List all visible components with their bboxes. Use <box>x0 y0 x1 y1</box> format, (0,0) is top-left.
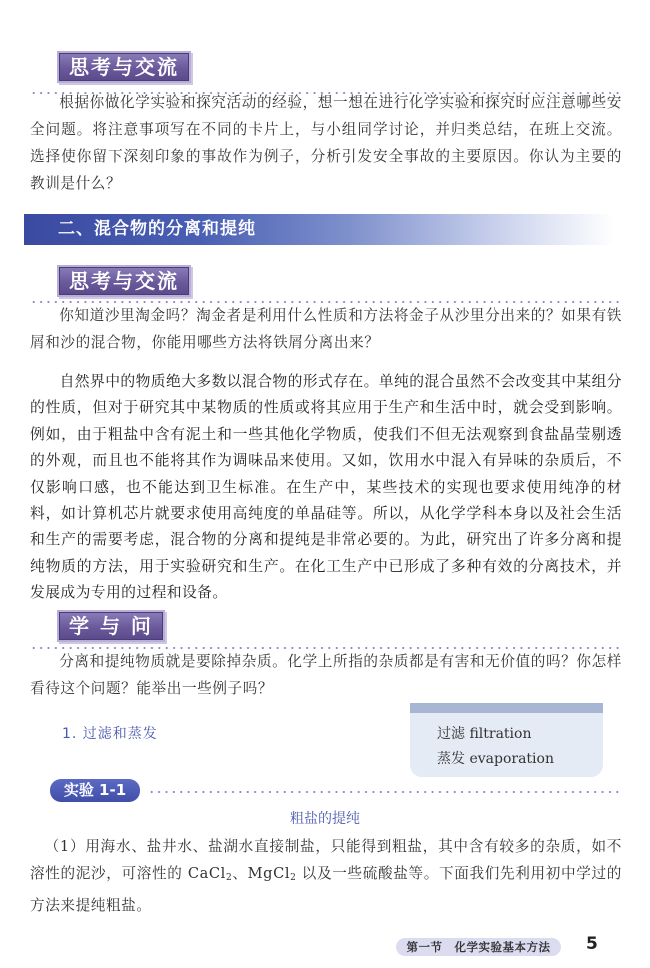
glossary-term <box>437 723 531 743</box>
section-heading-bar <box>24 214 614 245</box>
glossary-box <box>410 703 603 777</box>
learn-ask-label: 学 与 问 <box>57 610 165 642</box>
think-discuss-label-2: 思考与交流 <box>57 265 191 297</box>
experiment-label: 实验 1-1 <box>50 779 140 802</box>
term-zh: 过滤 <box>437 726 465 742</box>
think-discuss-label-1: 思考与交流 <box>57 51 191 83</box>
dotted-divider <box>148 791 622 793</box>
body-paragraph: 自然界中的物质绝大多数以混合物的形式存在。单纯的混合虽然不会改变其中某组分的性质，但对于研究其中某物质的性质或将其应用于生产和生活中时，就会受到影响。例如，由于粗盐中含有泥土和一些其他化学物质，使我们不但无法观察到食盐晶莹剔透的外观，而且也不能将其作为调味品来使用。又如，饮用水中混入有异味的杂质后，不仅影响口感，也不能达到卫生标准。在生产中，某些技术的实现也要求使用纯净的材料，如计算机芯片就要求使用高纯度的单晶硅等。所以，从化学学科本身以及社会生活和生产的需要考虑，混合物的分离和提纯是非常必要的。为此，研究出了许多分离和提纯物质的方法，用于实验研究和生产。在化工生产中已形成了多种有效的分离技术，并发展成为专用的过程和设备。 <box>30 373 622 602</box>
term-en: filtration <box>469 726 532 742</box>
experiment-step-1: （1）用海水、盐井水、盐湖水直接制盐，只能得到粗盐，其中含有较多的杂质，如不溶性的泥沙，可溶性的 CaCl$_2$、MgCl$_2$ 以及一些硫酸盐等。下面我们先利用初中学过的方法来提纯粗盐。 <box>30 838 623 914</box>
term-zh: 蒸发 <box>437 751 465 767</box>
chapter-footer: 第一节 化学实验基本方法 <box>396 938 561 956</box>
think-discuss-text-1: 根据你做化学实验和探究活动的经验，想一想在进行化学实验和探究时应注意哪些安全问题。将注意事项写在不同的卡片上，与小组同学讨论，并归类总结，在班上交流。选择使你留下深刻印象的事故作为例子，分析引发安全事故的主要原因。你认为主要的教训是什么？ <box>30 94 622 192</box>
glossary-topbar <box>410 703 603 713</box>
learn-ask-text: 分离和提纯物质就是要除掉杂质。化学上所指的杂质都是有害和无价值的吗？你怎样看待这个问题？能举出一些例子吗？ <box>30 653 622 697</box>
subsection-title: 1. 过滤和蒸发 <box>62 726 158 742</box>
term-en: evaporation <box>469 751 554 767</box>
page-number: 5 <box>586 934 598 954</box>
experiment-title: 粗盐的提纯 <box>290 811 360 827</box>
think-discuss-text-2: 你知道沙里淘金吗？淘金者是利用什么性质和方法将金子从沙里分出来的？如果有铁屑和沙的混合物，你能用哪些方法将铁屑分离出来？ <box>30 307 622 351</box>
section-title: 二、混合物的分离和提纯 <box>58 219 256 239</box>
glossary-term <box>437 748 554 768</box>
